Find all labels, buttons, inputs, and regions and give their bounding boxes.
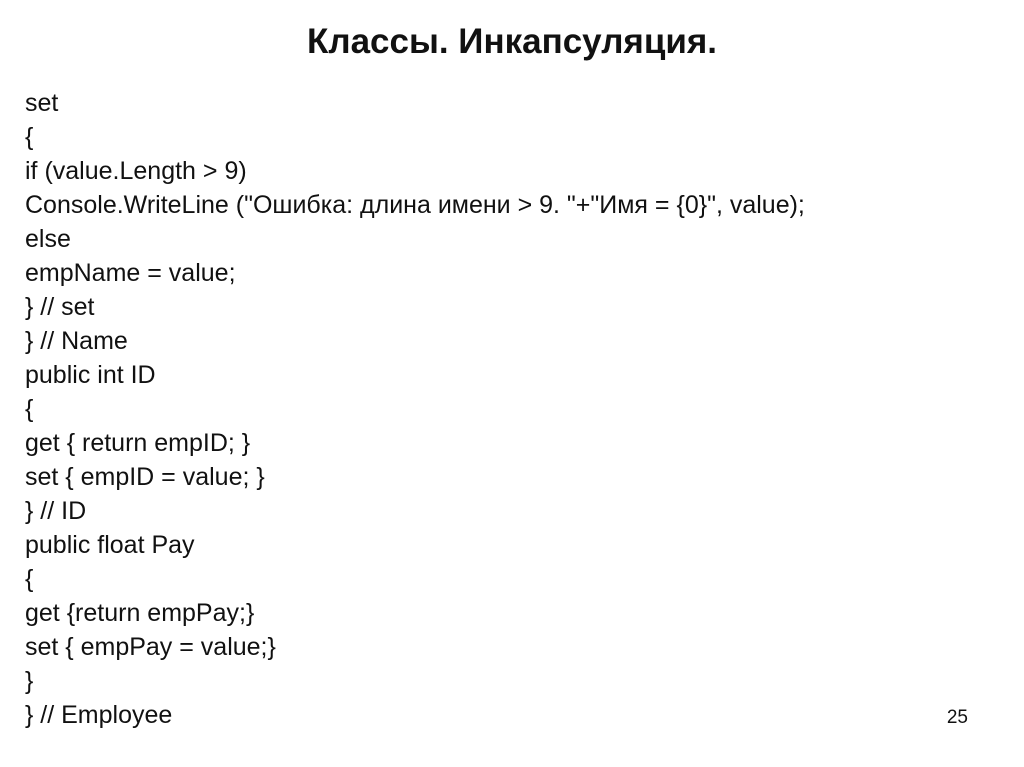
page-number: 25 <box>946 707 968 728</box>
code-line: } // set <box>25 293 95 321</box>
code-line: } // ID <box>25 497 87 525</box>
code-line: { <box>25 123 34 151</box>
code-line: { <box>25 565 34 593</box>
code-line: } // Employee <box>25 701 173 729</box>
code-line: Console.WriteLine ("Ошибка: длина имени > 9. "+"Имя = {0}", value); <box>25 191 805 219</box>
code-line: } <box>25 667 34 695</box>
code-line: { <box>25 395 34 423</box>
code-line: } // Name <box>25 327 128 355</box>
code-line: set { empPay = value;} <box>25 633 276 661</box>
code-line: public int ID <box>25 361 156 389</box>
code-line: get {return empPay;} <box>25 599 255 627</box>
code-line: get { return empID; } <box>25 429 251 457</box>
code-line: if (value.Length > 9) <box>25 157 247 185</box>
code-block <box>25 86 985 732</box>
code-line: empName = value; <box>25 259 236 287</box>
slide-title: Классы. Инкапсуляция. <box>306 22 718 61</box>
code-line: set { empID = value; } <box>25 463 265 491</box>
code-line: public float Pay <box>25 531 195 559</box>
code-line: else <box>25 225 71 253</box>
code-line: set <box>25 89 59 117</box>
